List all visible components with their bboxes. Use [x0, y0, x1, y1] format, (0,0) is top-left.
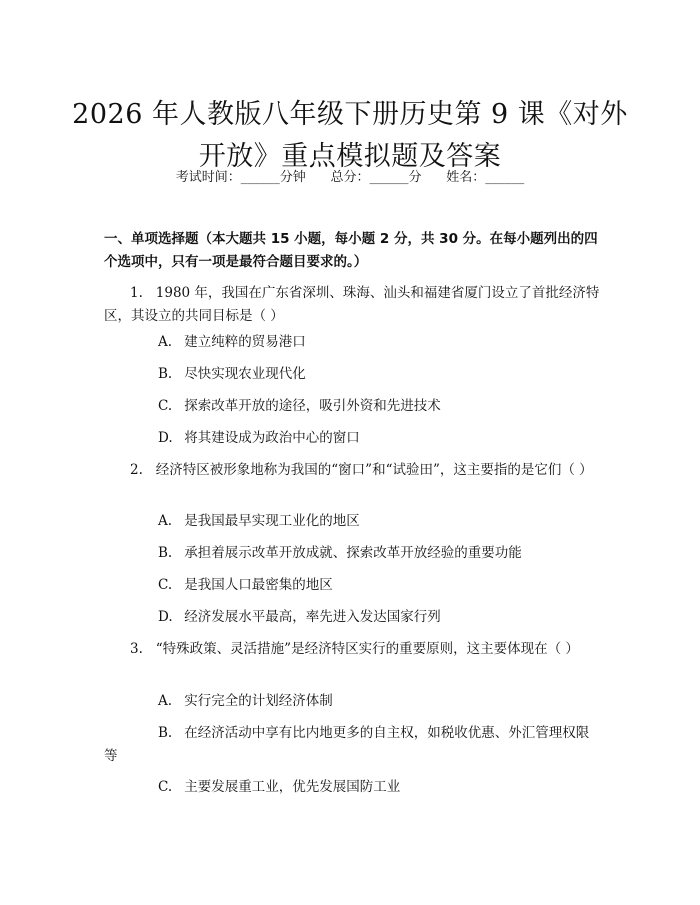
question-1-option-b [158, 363, 600, 386]
option-letter: A. [158, 334, 173, 350]
question-1-text [104, 282, 600, 328]
question-3-option-b [104, 722, 600, 768]
option-text: 经济发展水平最高，率先进入发达国家行列 [184, 609, 441, 625]
option-text: 是我国最早实现工业化的地区 [184, 513, 360, 529]
option-letter: B. [158, 366, 173, 382]
question-2-option-a [158, 510, 600, 533]
question-1-option-a [158, 331, 600, 354]
document-title: 2026 年人教版八年级下册历史第 9 课《对外开放》重点模拟题及答案 [72, 99, 628, 173]
section-heading: 一、单项选择题（本大题共 15 小题，每小题 2 分，共 30 分。在每小题列出的四个选项中，只有一项是最符合题目要求的。） [104, 231, 598, 270]
question-1-option-c [158, 395, 600, 418]
option-text: 尽快实现农业现代化 [184, 366, 306, 382]
option-letter: A. [158, 513, 173, 529]
question-2-text [104, 459, 600, 482]
option-letter: C. [158, 779, 173, 795]
option-text: 建立纯粹的贸易港口 [184, 334, 306, 350]
option-letter: B. [158, 725, 173, 741]
question-2-option-b [158, 542, 600, 565]
question-number: 1. [130, 285, 143, 301]
question-2-option-c [158, 574, 600, 597]
option-letter: C. [158, 398, 173, 414]
question-2-option-d [158, 606, 600, 629]
option-text: 承担着展示改革开放成就、探索改革开放经验的重要功能 [184, 545, 522, 561]
option-text: 将其建设成为政治中心的窗口 [184, 430, 360, 446]
option-letter: A. [158, 693, 173, 709]
option-letter: D. [158, 430, 173, 446]
question-3-option-a [158, 690, 600, 713]
question-3-text [104, 638, 600, 661]
question-1-option-d [158, 427, 600, 450]
question-stem: 经济特区被形象地称为我国的“窗口”和“试验田”，这主要指的是它们（ ） [155, 462, 593, 478]
question-number: 2. [130, 462, 143, 478]
option-text: 在经济活动中享有比内地更多的自主权，如税收优惠、外汇管理权限等 [104, 725, 590, 764]
exam-info-line: 考试时间：______分钟 总分：______分 姓名：______ [175, 170, 525, 185]
question-number: 3. [130, 641, 143, 657]
question-stem: “特殊政策、灵活措施”是经济特区实行的重要原则，这主要体现在（ ） [155, 641, 579, 657]
question-3-option-c [158, 776, 600, 799]
option-letter: D. [158, 609, 173, 625]
option-text: 是我国人口最密集的地区 [184, 577, 333, 593]
option-text: 探索改革开放的途径，吸引外资和先进技术 [184, 398, 441, 414]
option-text: 实行完全的计划经济体制 [184, 693, 333, 709]
option-text: 主要发展重工业，优先发展国防工业 [184, 779, 401, 795]
option-letter: C. [158, 577, 173, 593]
option-letter: B. [158, 545, 173, 561]
question-stem: 1980 年，我国在广东省深圳、珠海、汕头和福建省厦门设立了首批经济特区，其设立的共同目标是（ ） [104, 285, 600, 324]
